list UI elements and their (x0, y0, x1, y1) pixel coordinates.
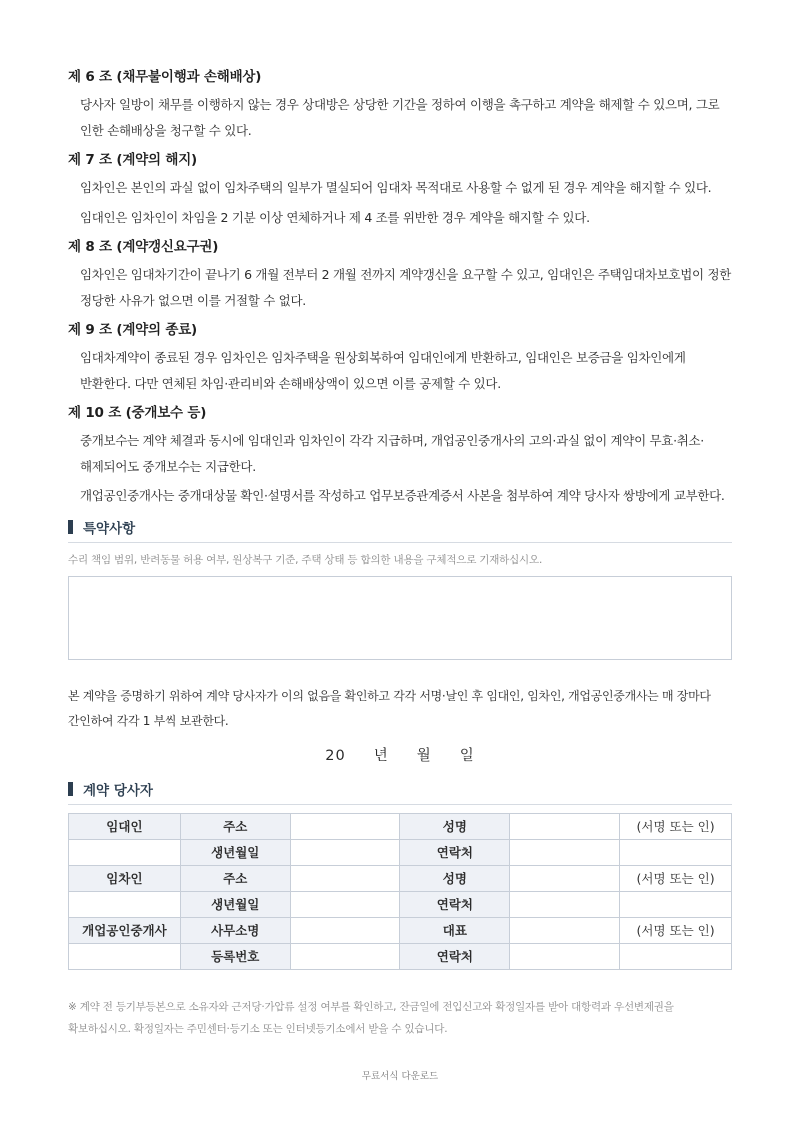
role-cell: 임대인 (69, 813, 181, 839)
article-title: 제 7 조 (계약의 해지) (68, 152, 198, 168)
contract-date (68, 744, 732, 765)
role-cell (69, 891, 181, 917)
table-row (69, 917, 732, 943)
article-paragraph: 임차인은 본인의 과실 없이 임차주택의 일부가 멸실되어 임대차 목적대로 사용할 수 없게 된 경우 계약을 해지할 수 있다. (80, 180, 712, 195)
date-year-prefix: 20 (325, 747, 346, 764)
field-label: 생년월일 (180, 839, 290, 865)
field-label: 연락처 (400, 943, 510, 969)
parties-heading (68, 779, 732, 805)
table-row (69, 813, 732, 839)
role-cell (69, 943, 181, 969)
field-label: 성명 (400, 865, 510, 891)
field-input[interactable] (290, 917, 400, 943)
contract-page (68, 68, 732, 1040)
role-cell (69, 839, 181, 865)
table-row (69, 839, 732, 865)
article-paragraph: 임대차계약이 종료된 경우 임차인은 임차주택을 원상회복하여 임대인에게 반환하고, 임대인은 보증금을 임차인에게 반환한다. 다만 연체된 차임·관리비와 손해배상액이 있으면 이를 공제할 수 있다. (80, 350, 686, 391)
article-6 (68, 68, 732, 143)
field-label: 사무소명 (180, 917, 290, 943)
field-label: 생년월일 (180, 891, 290, 917)
certification-text: 본 계약을 증명하기 위하여 계약 당사자가 이의 없음을 확인하고 각각 서명·날인 후 임대인, 임차인, 개업공인중개사는 매 장마다 간인하여 각각 1 부씩 보관한다. (68, 688, 711, 728)
field-input[interactable] (510, 865, 620, 891)
field-input[interactable] (290, 943, 400, 969)
field-input[interactable] (290, 839, 400, 865)
article-7 (68, 151, 732, 230)
article-title: 제 9 조 (계약의 종료) (68, 322, 198, 338)
field-label: 주소 (180, 813, 290, 839)
field-input[interactable] (290, 813, 400, 839)
role-cell: 개업공인중개사 (69, 917, 181, 943)
parties-title: 계약 당사자 (83, 782, 153, 799)
field-label: 대표 (400, 917, 510, 943)
article-9 (68, 321, 732, 396)
table-row (69, 891, 732, 917)
article-paragraph: 개업공인중개사는 중개대상물 확인·설명서를 작성하고 업무보증관계증서 사본을 첨부하여 계약 당사자 쌍방에게 교부한다. (80, 488, 725, 503)
role-cell: 임차인 (69, 865, 181, 891)
field-input[interactable] (510, 839, 620, 865)
table-row (69, 943, 732, 969)
date-year-unit: 년 (373, 747, 389, 764)
signature-cell[interactable] (620, 891, 732, 917)
article-paragraph: 임차인은 임대차기간이 끝나기 6 개월 전부터 2 개월 전까지 계약갱신을 요구할 수 있고, 임대인은 주택임대차보호법이 정한 정당한 사유가 없으면 이를 거절할 수 없다. (80, 267, 732, 308)
special-terms-title: 특약사항 (83, 520, 136, 537)
parties-table (68, 813, 732, 970)
article-title: 제 6 조 (채무불이행과 손해배상) (68, 69, 262, 85)
field-input[interactable] (510, 891, 620, 917)
signature-cell[interactable]: (서명 또는 인) (620, 917, 732, 943)
signature-cell[interactable] (620, 839, 732, 865)
field-label: 연락처 (400, 839, 510, 865)
field-input[interactable] (510, 813, 620, 839)
field-input[interactable] (290, 865, 400, 891)
article-10 (68, 404, 732, 509)
section-bar-icon (68, 782, 73, 796)
field-input[interactable] (290, 891, 400, 917)
field-label: 주소 (180, 865, 290, 891)
special-terms-heading (68, 517, 732, 543)
signature-cell[interactable]: (서명 또는 인) (620, 865, 732, 891)
signature-cell[interactable] (620, 943, 732, 969)
footer-text: 무료서식 다운로드 (361, 1071, 439, 1082)
article-paragraph: 임대인은 임차인이 차임을 2 기분 이상 연체하거나 제 4 조를 위반한 경우 계약을 해지할 수 있다. (80, 209, 590, 225)
field-input[interactable] (510, 943, 620, 969)
article-paragraph: 중개보수는 계약 체결과 동시에 임대인과 임차인이 각각 지급하며, 개업공인중개사의 고의·과실 없이 계약이 무효·취소·해제되어도 중개보수는 지급한다. (80, 433, 704, 474)
field-label: 등록번호 (180, 943, 290, 969)
special-terms-hint: 수리 책임 범위, 반려동물 허용 여부, 원상복구 기준, 주택 상태 등 합의한 내용을 구체적으로 기재하십시오. (68, 553, 543, 566)
table-row (69, 865, 732, 891)
article-title: 제 10 조 (중개보수 등) (68, 405, 207, 421)
article-8 (68, 238, 732, 313)
special-terms-field[interactable] (68, 576, 732, 660)
section-bar-icon (68, 520, 73, 534)
date-month-unit: 월 (416, 747, 432, 764)
signature-cell[interactable]: (서명 또는 인) (620, 813, 732, 839)
article-title: 제 8 조 (계약갱신요구권) (68, 239, 219, 255)
date-day-unit: 일 (459, 747, 475, 764)
footnote: ※ 계약 전 등기부등본으로 소유자와 근저당·가압류 설정 여부를 확인하고, 잔금일에 전입신고와 확정일자를 받아 대항력과 우선변제권을 확보하십시오. 확정일자는 주민센터·등기소 또는 인터넷등기소에서 받을 수 있습니다. (68, 1000, 674, 1035)
article-paragraph: 당사자 일방이 채무를 이행하지 않는 경우 상대방은 상당한 기간을 정하여 이행을 촉구하고 계약을 해제할 수 있으며, 그로 인한 손해배상을 청구할 수 있다. (80, 97, 720, 138)
field-label: 성명 (400, 813, 510, 839)
field-label: 연락처 (400, 891, 510, 917)
field-input[interactable] (510, 917, 620, 943)
articles-section (68, 68, 732, 509)
